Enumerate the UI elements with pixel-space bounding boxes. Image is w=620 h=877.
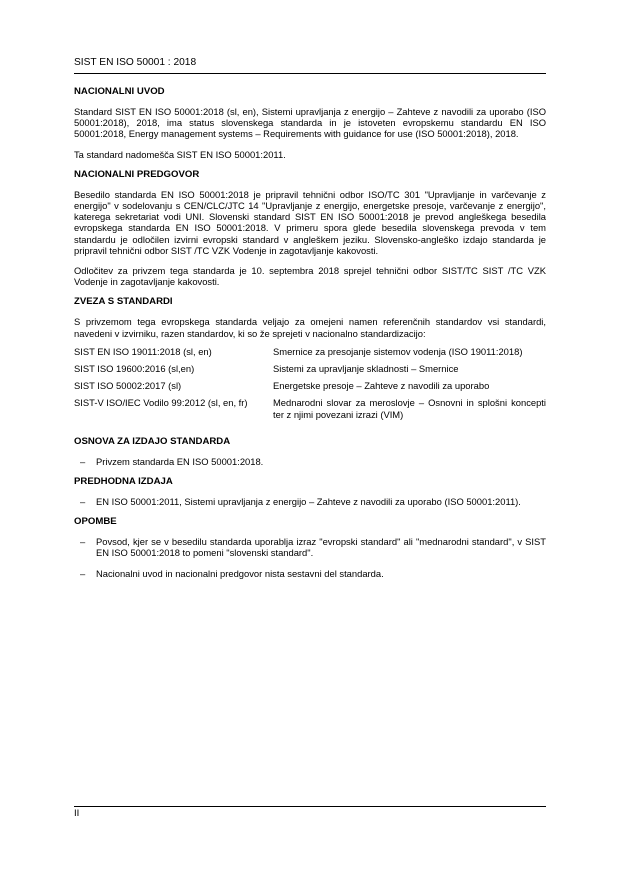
table-row [74, 380, 546, 397]
running-header: SIST EN ISO 50001 : 2018 [74, 57, 197, 68]
standard-title: Energetske presoje – Zahteve z navodili za uporabo [273, 380, 490, 392]
section-heading-nacionalni-uvod: NACIONALNI UVOD [74, 86, 165, 97]
paragraph: Besedilo standarda EN ISO 50001:2018 je pripravil tehnični odbor ISO/TC 301 "Upravljanje in varčevanje z energijo" v sodelovanju s CEN/CLC/JTC 14 "Upravljanje z energijo, energetske presoje, varčevanje z energijo", katerega sekretariat vodi UNI. Slovenski standard SIST EN ISO 50001:2018 je prevod angleškega besedila evropskega standarda EN ISO 50001:2018. V primeru spora glede besedila slovenskega prevoda v tem standardu je odločilen izvirni evropski standard v angleškem jeziku. Slovensko-angleško izdajo standarda je pripravil tehnični odbor SIST /TC VZK Vodenje in zagotavljanje kakovosti. [74, 188, 546, 256]
paragraph: Standard SIST EN ISO 50001:2018 (sl, en), Sistemi upravljanja z energijo – Zahteve z navodili za uporabo (ISO 50001:2018), 2018, ima status slovenskega standarda in je istoveten evropskemu standardu EN ISO 50001:2018, Energy management systems – Requirements with guidance for use (ISO 50001:2018), 2018. [74, 106, 546, 140]
dash-list [74, 456, 546, 467]
reference-standards-table [74, 346, 546, 426]
dash-list [74, 496, 546, 507]
dash-list [74, 536, 546, 579]
paragraph: Odločitev za privzem tega standarda je 10. septembra 2018 sprejel tehnični odbor SIST/TC SIST /TC VZK Vodenje in zagotavljanje kakovosti. [74, 265, 546, 288]
list-item-text: Povsod, kjer se v besedilu standarda uporablja izraz "evropski standard" ali "mednarodni standard", v SIST EN ISO 50001:2018 to pomeni "slovenski standard". [96, 536, 546, 559]
standard-title: Smernice za presojanje sistemov vodenja (ISO 19011:2018) [273, 345, 523, 357]
list-item [74, 496, 546, 507]
page-body [74, 86, 546, 588]
section-heading-nacionalni-predgovor: NACIONALNI PREDGOVOR [74, 168, 200, 180]
dash-marker: – [80, 567, 86, 579]
section-heading-predhodna-izdaja: PREDHODNA IZDAJA [74, 476, 173, 488]
dash-marker: – [80, 496, 86, 508]
list-item-text: Nacionalni uvod in nacionalni predgovor nista sestavni del standarda. [96, 567, 384, 579]
standard-code: SIST ISO 50002:2017 (sl) [74, 380, 182, 392]
list-item [74, 536, 546, 558]
list-item [74, 568, 546, 579]
section-heading-zveza-s-standardi: ZVEZA S STANDARDI [74, 296, 173, 308]
dash-marker: – [80, 455, 86, 467]
page-number: II [74, 808, 80, 819]
table-row [74, 346, 546, 363]
table-row [74, 363, 546, 380]
list-item-text: EN ISO 50001:2011, Sistemi upravljanja z energijo – Zahteve z navodili za uporabo (ISO 50001:2011). [96, 496, 521, 508]
table-row [74, 397, 546, 425]
section-heading-osnova: OSNOVA ZA IZDAJO STANDARDA [74, 435, 231, 447]
standard-code: SIST EN ISO 19011:2018 (sl, en) [74, 345, 212, 357]
list-item [74, 456, 546, 467]
paragraph: Ta standard nadomešča SIST EN ISO 50001:2011. [74, 148, 286, 160]
standard-code: SIST-V ISO/IEC Vodilo 99:2012 (sl, en, fr) [74, 397, 248, 409]
standard-title: Mednarodni slovar za meroslovje – Osnovni in splošni koncepti ter z njimi povezani izrazi (VIM) [273, 397, 546, 420]
section-heading-opombe: OPOMBE [74, 516, 117, 528]
header-rule [74, 73, 546, 74]
standard-title: Sistemi za upravljanje skladnosti – Smernice [273, 363, 459, 375]
footer-rule [74, 806, 546, 807]
dash-marker: – [80, 536, 86, 548]
standard-code: SIST ISO 19600:2016 (sl,en) [74, 363, 195, 375]
paragraph: S privzemom tega evropskega standarda veljajo za omejeni namen referenčnih standardov vsi standardi, navedeni v izvirniku, razen standardov, ki so že sprejeti v nacionalno standardizacijo: [74, 316, 546, 339]
list-item-text: Privzem standarda EN ISO 50001:2018. [96, 455, 264, 467]
